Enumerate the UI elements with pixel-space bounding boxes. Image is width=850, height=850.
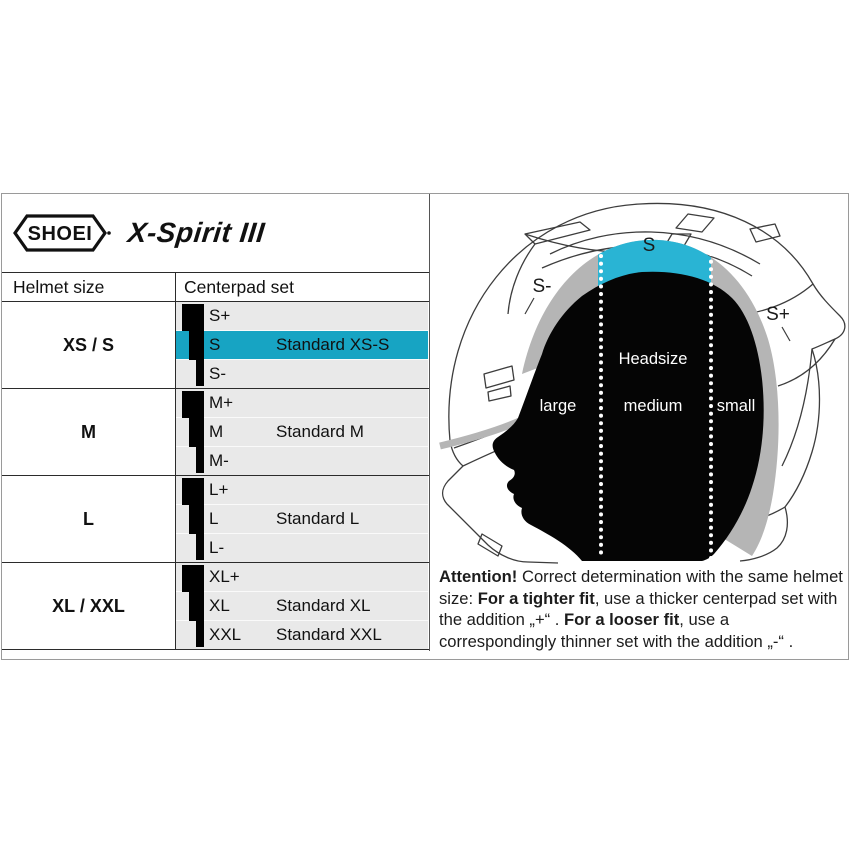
label-pad-s-minus: S-	[532, 276, 552, 297]
pad-row	[176, 620, 428, 649]
thickness-bar-medium	[189, 418, 204, 447]
size-table	[2, 194, 430, 651]
label-zone-medium: medium	[623, 397, 683, 415]
pad-code: S	[209, 335, 221, 354]
size-group-l	[2, 476, 429, 563]
label-zone-large: large	[539, 397, 577, 415]
size-group-xs-s	[2, 302, 429, 389]
pad-code: M-	[209, 451, 229, 470]
pad-code: M	[209, 422, 224, 441]
thickness-bar-thick	[182, 391, 204, 418]
pad-row	[176, 504, 428, 533]
label-pad-s-plus: S+	[766, 304, 790, 325]
label-zone-small: small	[716, 397, 756, 415]
group-label: M	[2, 389, 176, 475]
diagram-panel	[430, 194, 848, 659]
top-vent	[676, 214, 714, 232]
pad-row	[176, 302, 428, 330]
model-wordmark: X-Spirit III	[126, 217, 267, 248]
thickness-bar-thick	[182, 304, 204, 331]
thickness-bar-thin	[196, 447, 204, 473]
pad-code: S-	[209, 364, 226, 383]
thickness-bar-thick	[182, 565, 204, 592]
pad-standard-label: Standard XS-S	[276, 335, 390, 354]
group-label: XS / S	[2, 302, 176, 388]
pad-standard-label: Standard XXL	[276, 625, 382, 644]
group-label: L	[2, 476, 176, 562]
attention-word: Attention!	[439, 567, 518, 586]
thickness-bar-medium	[189, 331, 204, 360]
tighter-fit-phrase: For a tighter fit	[477, 588, 595, 608]
looser-fit-phrase: For a looser fit	[564, 610, 680, 630]
pad-code: M+	[209, 393, 234, 412]
pad-standard-label: Standard XL	[276, 596, 371, 615]
pad-code: XXL	[209, 625, 242, 644]
pad-code: XL+	[209, 567, 240, 586]
pad-code: L	[209, 509, 219, 528]
helmet-diagram	[430, 194, 848, 567]
attention-note: Attention! Correct determination with the same helmet size: For a tighter fit, use a thicker centerpad set with the addition „+“ . For a looser fit, use a correspondingly thinner set with the addition „-“ .	[439, 567, 843, 651]
thickness-bar-thin	[196, 360, 204, 386]
size-group-m	[2, 389, 429, 476]
thickness-bar-thin	[196, 534, 204, 560]
brand-row	[2, 194, 429, 273]
pad-code: XL	[209, 596, 230, 615]
head-silhouette	[493, 272, 764, 561]
pad-row	[176, 446, 428, 475]
pad-row-highlighted	[176, 330, 428, 359]
shoei-logo	[12, 212, 112, 254]
pad-code: S+	[209, 306, 231, 325]
thickness-bar-medium	[189, 592, 204, 621]
pad-standard-label: Standard M	[276, 422, 364, 441]
registered-mark-dot	[107, 231, 111, 235]
label-pad-s: S	[642, 235, 656, 256]
group-label: XL / XXL	[2, 563, 176, 649]
header-centerpad-set: Centerpad set	[184, 276, 294, 297]
pad-row	[176, 533, 428, 562]
size-group-xl-xxl	[2, 563, 429, 650]
pad-standard-label: Standard L	[276, 509, 360, 528]
pad-code: L+	[209, 480, 229, 499]
pad-row	[176, 591, 428, 620]
header-helmet-size: Helmet size	[2, 273, 176, 301]
label-headsize: Headsize	[618, 350, 688, 368]
size-chart-panel	[1, 193, 849, 660]
thickness-bar-thin	[196, 621, 204, 647]
pad-row	[176, 563, 428, 591]
pad-row	[176, 476, 428, 504]
table-header	[2, 273, 429, 302]
pad-row	[176, 417, 428, 446]
pad-row	[176, 359, 428, 388]
visor-pivot-detail	[484, 366, 514, 388]
shoei-logo-text: SHOEI	[27, 223, 93, 245]
thickness-bar-medium	[189, 505, 204, 534]
pad-row	[176, 389, 428, 417]
pad-code: L-	[209, 538, 225, 557]
thickness-bar-thick	[182, 478, 204, 505]
